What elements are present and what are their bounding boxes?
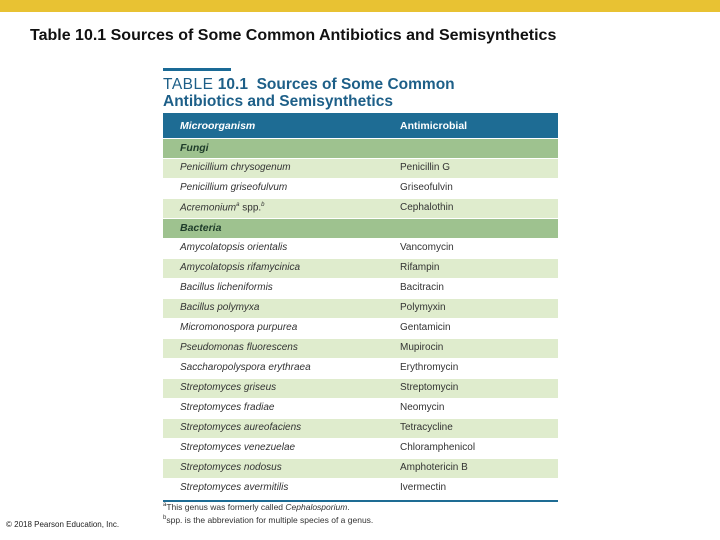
table-caption-part-1: Sources of Some Common xyxy=(256,76,455,93)
organism-cell: Streptomyces avermitilis xyxy=(180,482,289,493)
table-heading-rule xyxy=(163,68,231,71)
drug-cell: Neomycin xyxy=(400,402,445,413)
organism-cell: Amycolatopsis orientalis xyxy=(180,242,288,253)
column-header-microorganism: Microorganism xyxy=(180,120,256,132)
table-row xyxy=(163,279,558,299)
footnote-a-end: . xyxy=(347,502,350,512)
footnote-a xyxy=(163,502,558,512)
table-row xyxy=(163,419,558,439)
antibiotics-table xyxy=(163,113,558,502)
drug-cell: Gentamicin xyxy=(400,322,451,333)
organism-cell xyxy=(180,202,265,213)
table-row xyxy=(163,299,558,319)
table-label: TABLE xyxy=(163,76,214,93)
drug-cell: Polymyxin xyxy=(400,302,446,313)
category-label: Bacteria xyxy=(180,222,222,234)
drug-cell: Cephalothin xyxy=(400,202,454,213)
drug-cell: Amphotericin B xyxy=(400,462,468,473)
table-caption-line-2: Antibiotics and Semisynthetics xyxy=(163,93,393,110)
organism-cell: Penicillium chrysogenum xyxy=(180,162,291,173)
copyright-notice: © 2018 Pearson Education, Inc. xyxy=(6,520,120,529)
category-row-fungi xyxy=(163,139,558,159)
table-row xyxy=(163,199,558,219)
footnote-marker-b: b xyxy=(261,202,265,208)
drug-cell: Tetracycline xyxy=(400,422,453,433)
organism-genus: Acremonium xyxy=(180,202,237,214)
organism-cell: Bacillus polymyxa xyxy=(180,302,260,313)
organism-cell: Streptomyces griseus xyxy=(180,382,277,393)
organism-cell: Micromonospora purpurea xyxy=(180,322,298,333)
category-label: Fungi xyxy=(180,142,209,154)
organism-cell: Streptomyces nodosus xyxy=(180,462,282,473)
organism-cell: Amycolatopsis rifamycinica xyxy=(180,262,301,273)
drug-cell: Erythromycin xyxy=(400,362,459,373)
organism-cell: Bacillus licheniformis xyxy=(180,282,273,293)
organism-cell: Streptomyces fradiae xyxy=(180,402,275,413)
drug-cell: Rifampin xyxy=(400,262,440,273)
table-number: 10.1 xyxy=(217,76,248,93)
table-row xyxy=(163,359,558,379)
footnote-a-text: This genus was formerly called xyxy=(166,502,286,512)
slide-title: Table 10.1 Sources of Some Common Antibiotics and Semisynthetics xyxy=(30,27,557,44)
table-row xyxy=(163,399,558,419)
drug-cell: Mupirocin xyxy=(400,342,444,353)
footnote-b-mark: b xyxy=(163,515,167,522)
organism-cell: Streptomyces aureofaciens xyxy=(180,422,302,433)
footnote-a-genus: Cephalosporium xyxy=(285,502,348,512)
table-row xyxy=(163,239,558,259)
drug-cell: Streptomycin xyxy=(400,382,459,393)
table-row xyxy=(163,339,558,359)
organism-cell: Pseudomonas fluorescens xyxy=(180,342,298,353)
footnote-a-mark: a xyxy=(163,502,167,509)
footnote-b-text: spp. is the abbreviation for multiple species of a genus. xyxy=(166,515,374,525)
table-row xyxy=(163,459,558,479)
table-row xyxy=(163,479,558,499)
drug-cell: Ivermectin xyxy=(400,482,447,493)
table-row xyxy=(163,259,558,279)
table-row xyxy=(163,159,558,179)
column-header-antimicrobial: Antimicrobial xyxy=(400,120,468,132)
table-caption-line-1 xyxy=(163,76,563,93)
category-row-bacteria xyxy=(163,219,558,239)
top-accent-bar xyxy=(0,0,720,12)
footnote-b xyxy=(163,515,558,525)
table-header-row xyxy=(163,113,558,139)
drug-cell: Vancomycin xyxy=(400,242,454,253)
table-row xyxy=(163,439,558,459)
drug-cell: Griseofulvin xyxy=(400,182,453,193)
table-row xyxy=(163,319,558,339)
footnote-marker-a: a xyxy=(236,202,240,208)
organism-cell: Penicillium griseofulvum xyxy=(180,182,288,193)
table-row xyxy=(163,379,558,399)
table-heading xyxy=(163,68,563,110)
table-row xyxy=(163,179,558,199)
drug-cell: Penicillin G xyxy=(400,162,451,173)
organism-cell: Saccharopolyspora erythraea xyxy=(180,362,311,373)
drug-cell: Chloramphenicol xyxy=(400,442,476,453)
organism-spp: spp. xyxy=(242,202,262,214)
organism-cell: Streptomyces venezuelae xyxy=(180,442,296,453)
drug-cell: Bacitracin xyxy=(400,282,444,293)
